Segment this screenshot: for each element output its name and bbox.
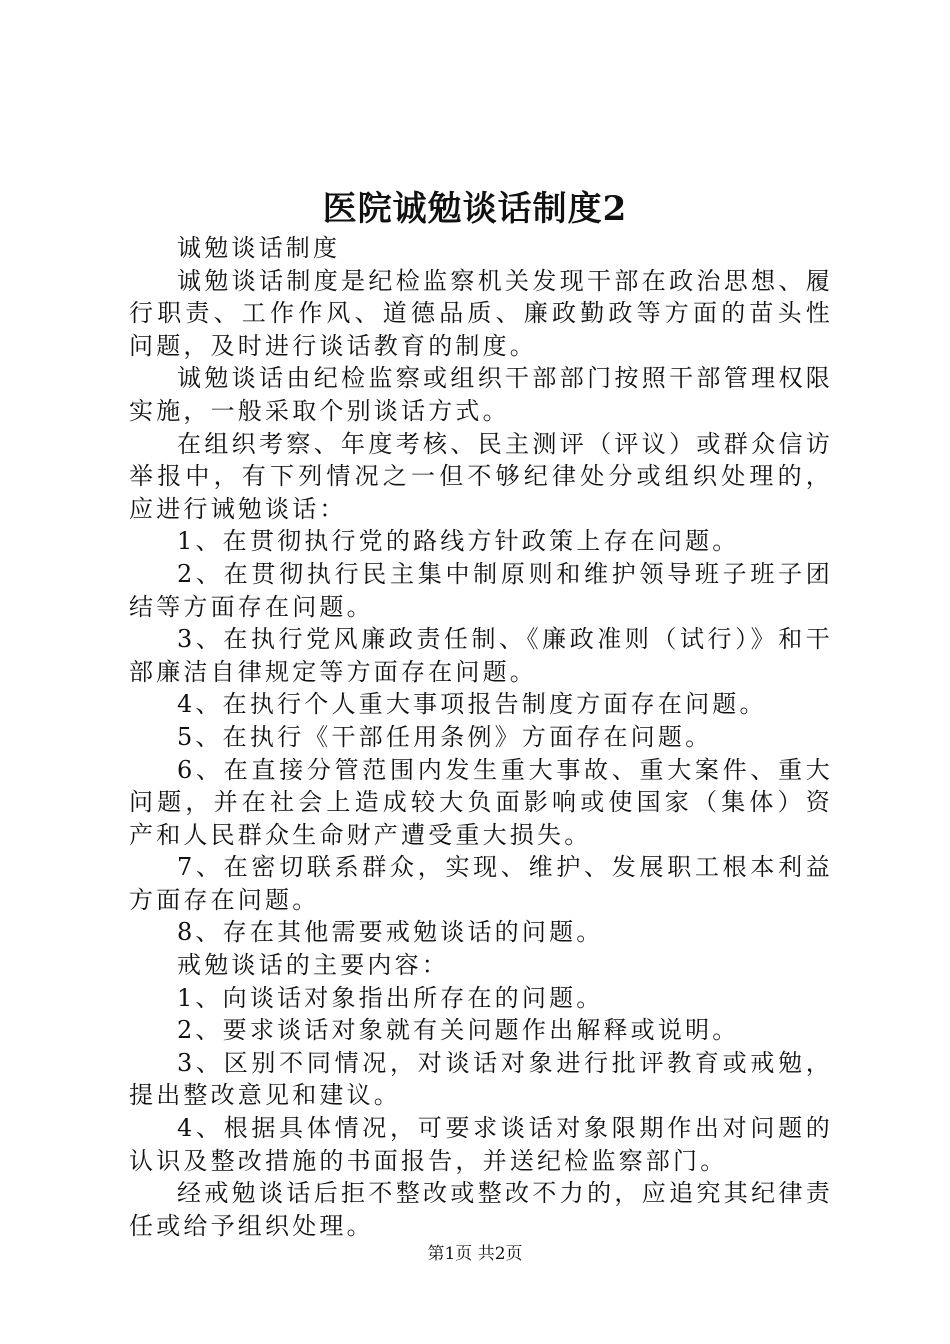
page-footer: 第1页 共2页 [427, 1244, 523, 1264]
list-item: 2、在贯彻执行民主集中制原则和维护领导班子班子团结等方面存在问题。 [129, 559, 833, 621]
list-item: 1、在贯彻执行党的路线方针政策上存在问题。 [177, 527, 740, 556]
body-paragraph: 在组织考察、年度考核、民主测评（评议）或群众信访举报中，有下列情况之一但不够纪律处分或组织处理的，应进行诫勉谈话： [129, 429, 833, 523]
document-title: 医院诚勉谈话制度2 [322, 189, 628, 229]
list-item: 5、在执行《干部任用条例》方面存在问题。 [177, 722, 713, 751]
body-paragraph: 诚勉谈话由纪检监察或组织干部部门按照干部管理权限实施，一般采取个别谈话方式。 [129, 364, 833, 425]
body-paragraph: 戒勉谈话的主要内容： [177, 951, 449, 980]
list-item: 8、存在其他需要戒勉谈话的问题。 [177, 918, 604, 947]
list-item: 6、在直接分管范围内发生重大事故、重大案件、重大问题，并在社会上造成较大负面影响或使国家（集体）资产和人民群众生命财产遭受重大损失。 [129, 755, 833, 849]
document-body [129, 232, 833, 1242]
list-item: 1、向谈话对象指出所存在的问题。 [177, 983, 604, 1012]
list-item: 3、区别不同情况，对谈话对象进行批评教育或戒勉，提出整改意见和建议。 [129, 1048, 833, 1110]
list-item: 3、在执行党风廉政责任制、《廉政准则（试行）》和干部廉洁自律规定等方面存在问题。 [129, 625, 833, 686]
list-item: 7、在密切联系群众，实现、维护、发展职工根本利益方面存在问题。 [129, 853, 833, 914]
body-paragraph: 诚勉谈话制度是纪检监察机关发现干部在政治思想、履行职责、工作作风、道德品质、廉政勤政等方面的苗头性问题，及时进行谈话教育的制度。 [129, 266, 833, 360]
body-paragraph: 诚勉谈话制度 [177, 234, 341, 262]
list-item: 2、要求谈话对象就有关问题作出解释或说明。 [177, 1016, 740, 1045]
body-paragraph: 经戒勉谈话后拒不整改或整改不力的，应追究其纪律责任或给予组织处理。 [129, 1179, 833, 1240]
list-item: 4、根据具体情况，可要求谈话对象限期作出对问题的认识及整改措施的书面报告，并送纪检监察部门。 [129, 1114, 833, 1175]
list-item: 4、在执行个人重大事项报告制度方面存在问题。 [177, 690, 767, 719]
